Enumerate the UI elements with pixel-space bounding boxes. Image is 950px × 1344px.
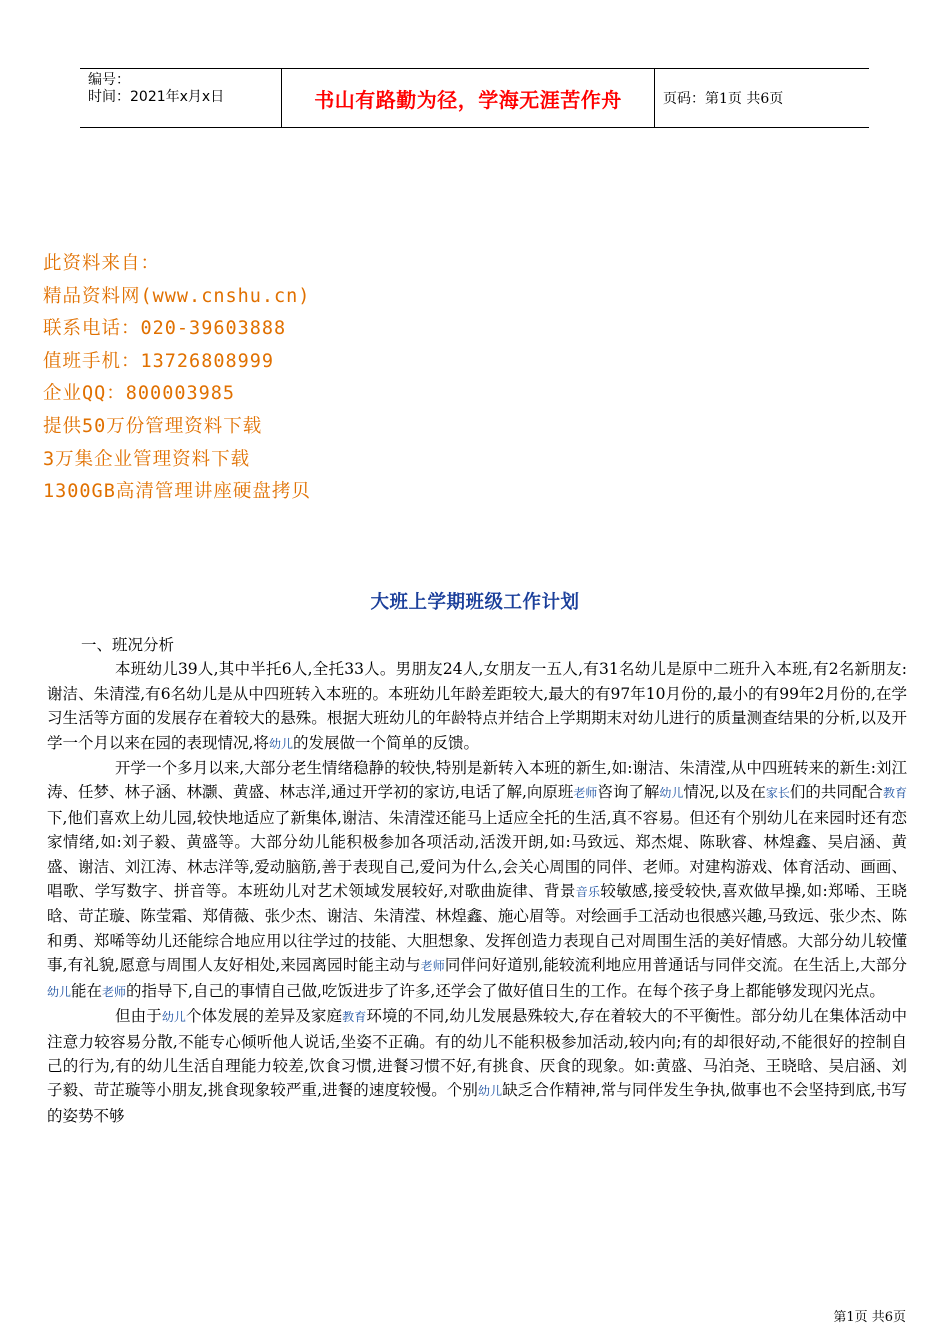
header-motto: 书山有路勤为径，学海无涯苦作舟 — [281, 69, 655, 127]
keyword-link[interactable]: 老师 — [102, 984, 127, 999]
page-footer: 第1页 共6页 — [833, 1310, 906, 1325]
keyword-link[interactable]: 家长 — [765, 786, 790, 801]
keyword-link[interactable]: 幼儿 — [47, 984, 72, 999]
number-label: 编号： — [88, 72, 130, 88]
header-page-info: 页码：第1页 共6页 — [663, 91, 784, 107]
keyword-link[interactable]: 老师 — [420, 959, 445, 974]
website-link[interactable]: www.cnshu.cn — [152, 285, 299, 307]
date-label: 时间：2021年x月x日 — [88, 89, 225, 105]
keyword-link[interactable]: 教育 — [882, 786, 907, 801]
source-intro: 此资料来自： — [43, 253, 161, 274]
header-meta — [80, 69, 281, 127]
source-mobile: 值班手机：13726808999 — [43, 350, 275, 372]
paragraph-1: 本班幼儿39人,其中半托6人,全托33人。男朋友24人,女朋友一五人,有31名幼儿是原中二班升入本班,有2名新朋友:谢洁、朱清滢,有6名幼儿是从中四班转入本班的。本班幼儿年龄差距较大,最大的有97年10月份的,最小的有99年2月份的,在学习生活等方面的发展存在着较大的悬殊。根据大班幼儿的年龄特点并结合上学期期末对幼儿进行的质量测查结果的分析,以及开学一个月以来在园的表现情况,将幼儿的发展做一个简单的反馈。 — [47, 660, 907, 752]
keyword-link[interactable]: 幼儿 — [268, 736, 293, 751]
keyword-link[interactable]: 幼儿 — [478, 1084, 503, 1099]
section-heading: 一、班况分析 — [81, 636, 175, 654]
source-offer-2: 3万集企业管理资料下载 — [43, 448, 251, 470]
source-phone: 联系电话：020-39603888 — [43, 318, 287, 340]
source-offer-1: 提供50万份管理资料下载 — [43, 415, 263, 437]
page-header — [80, 68, 869, 128]
source-qq: 企业QQ：800003985 — [43, 383, 236, 405]
website-suffix: ) — [298, 285, 311, 307]
source-website — [43, 281, 311, 314]
keyword-link[interactable]: 老师 — [573, 786, 598, 801]
paragraph-2: 开学一个多月以来,大部分老生情绪稳静的较快,特别是新转入本班的新生,如:谢洁、朱清滢,从中四班转来的新生:刘江涛、任梦、林子涵、林灏、黄盛、林志洋,通过开学初的家访,电话了解,向原班老师咨询了解幼儿情况,以及在家长们的共同配合教育下,他们喜欢上幼儿园,较快地适应了新集体,谢洁、朱清滢还能马上适应全托的生活,真不容易。但还有个别幼儿在来园时还有恋家情绪,如:刘子毅、黄盛等。大部分幼儿能积极参加各项活动,活泼开朗,如:马致远、郑杰焜、陈耿睿、林煌鑫、吴启涵、黄盛、谢洁、刘江涛、林志洋等,爱动脑筋,善于表现自己,爱问为什么,会关心周围的同伴、老师。对建构游戏、体育活动、画画、唱歌、学写数字、拼音等。本班幼儿对艺术领域发展较好,对歌曲旋律、背景音乐较敏感,接受较快,喜欢做早操,如:郑唏、王晓晗、苛芷璇、陈莹霜、郑倩薇、张少杰、谢洁、朱清滢、林煌鑫、施心眉等。对绘画手工活动也很感兴趣,马致远、张少杰、陈和勇、郑唏等幼儿还能综合地应用以往学过的技能、大胆想象、发挥创造力表现自己对周围生活的美好情感。大部分幼儿较懂事,有礼貌,愿意与周围人友好相处,来园离园时能主动与老师同伴问好道别,能较流利地应用普通话与同伴交流。在生活上,大部分幼儿能在老师的指导下,自己的事情自己做,吃饭进步了许多,还学会了做好值日生的工作。在每个孩子身上都能够发现闪光点。 — [47, 759, 907, 1000]
source-offer-3: 1300GB高清管理讲座硬盘拷贝 — [43, 481, 311, 503]
document-title: 大班上学期班级工作计划 — [370, 592, 580, 613]
keyword-link[interactable]: 幼儿 — [161, 1010, 187, 1025]
paragraph-3: 但由于幼儿个体发展的差异及家庭教育环境的不同,幼儿发展悬殊较大,存在着较大的不平衡性。部分幼儿在集体活动中注意力较容易分散,不能专心倾听他人说话,坐姿不正确。有的幼儿不能积极参加活动,较内向;有的却很好动,不能很好的控制自己的行为,有的幼儿生活自理能力较差,饮食习惯,进餐习惯不好,有挑食、厌食的现象。如:黄盛、马泊尧、王晓晗、吴启涵、刘子毅、苛芷璇等小朋友,挑食现象较严重,进餐的速度较慢。个别幼儿缺乏合作精神,常与同伴发生争执,做事也不会坚持到底,书写的姿势不够 — [47, 1007, 907, 1125]
keyword-link[interactable]: 音乐 — [575, 885, 601, 900]
source-info-block — [43, 248, 311, 509]
document-body — [47, 633, 907, 1128]
keyword-link[interactable]: 幼儿 — [659, 786, 684, 801]
keyword-link[interactable]: 教育 — [342, 1010, 367, 1025]
website-prefix: 精品资料网( — [43, 285, 153, 307]
